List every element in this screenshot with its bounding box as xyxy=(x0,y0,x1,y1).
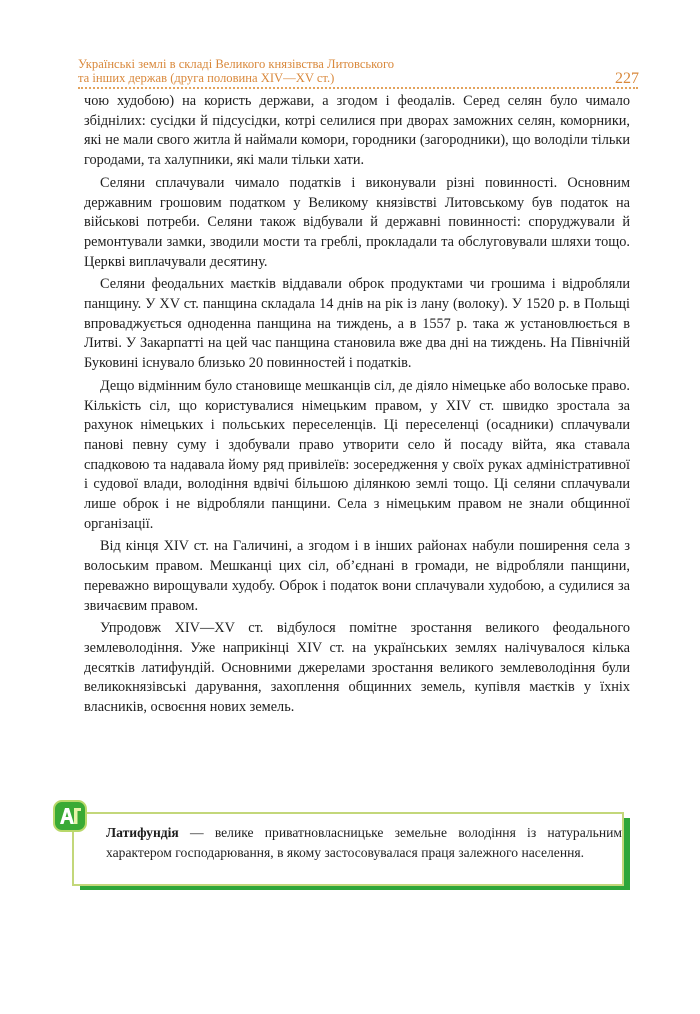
body-text xyxy=(84,92,630,718)
definition-text xyxy=(106,823,622,862)
definition-term: Латифундія xyxy=(106,825,179,840)
page-number: 227 xyxy=(615,70,639,87)
paragraph: Дещо відмінним було становище мешканців сіл, де діяло німецьке або волоське право. Кількість сіл, що користувалися німецьким правом, у XIV ст. швидко зростала за рахунок німецьких і польських переселенців. Ці переселенці (осадники) сплачували панові певну суму і здобували право утворити село й посаду війта, яка ставала спадковою та надавала йому ряд привілеїв: зосередження у своїх руках адміністративної і судової влади, володіння вдвічі більшою ділянкою землі тощо. Ці селяни сплачували лише оброк і не відробляли панщини. Села з німецьким правом не знали общинної організації. xyxy=(84,377,630,532)
definition-body: — велике приватновласницьке земельне володіння із натуральним характером господарювання, в якому застосовувалася праця залежного населення. xyxy=(106,825,622,860)
paragraph: Упродовж XIV—XV ст. відбулося помітне зростання великого феодального землеволодіння. Уже наприкінці XIV ст. на українських землях налічувалося кілька десятків латифундій. Основними джерелами зростання великого землеволодіння були великокнязівські дарування, захоплення общинних земель, купівля маєтків у їхніх власників, освоєння нових земель. xyxy=(84,620,630,716)
paragraph: Селяни сплачували чимало податків і виконували різні повинності. Основним державним грошовим податком у Великому князівстві Литовському був податок на військові потреби. Селяни також відбували й державні повинності: споруджували й ремонтували замки, зводили мости та греблі, прокладали та обслуговували шляхи тощо. Церкві виплачували десятину. xyxy=(84,174,630,270)
glossary-badge-icon xyxy=(53,800,87,832)
glossary-letters-icon xyxy=(55,802,85,830)
paragraph: чою худобою) на користь держави, а згодом і феодалів. Серед селян було чимало збіднілих: сусідки й підсусідки, котрі селилися при дворах заможних селян, коморники, які не мали свого житла й наймали комори, городники (загородники), що володіли тільки городами, та халупники, які мали тільки хати. xyxy=(84,93,630,169)
running-title-line-2: та інших держав (друга половина XIV—XV ст.) xyxy=(78,71,335,85)
definition-box-frame xyxy=(72,812,624,886)
running-title-line-1: Українські землі в складі Великого князівства Литовського xyxy=(78,57,395,71)
running-header xyxy=(78,56,643,90)
definition-box xyxy=(50,800,640,892)
paragraph: Селяни феодальних маєтків віддавали оброк продуктами чи грошима і відробляли панщину. У XV ст. панщина складала 14 днів на рік із лану (волоку). У 1520 р. в Польщі впроваджується одноденна панщина на тиждень, а в 1557 р. така ж установлюється в Литві. У Закарпатті на цей час панщина становила вже два дні на тиждень. На Північній Буковині існувало близько 20 повинностей і податків. xyxy=(84,276,630,372)
header-divider xyxy=(78,87,638,91)
paragraph: Від кінця XIV ст. на Галичині, а згодом і в інших районах набули поширення села з волоським правом. Мешканці цих сіл, об’єднані в громади, не відробляли панщини, переважно вирощували худобу. Оброк і податок вони сплачували худобою, а судилися за звичаєвим правом. xyxy=(84,538,630,614)
